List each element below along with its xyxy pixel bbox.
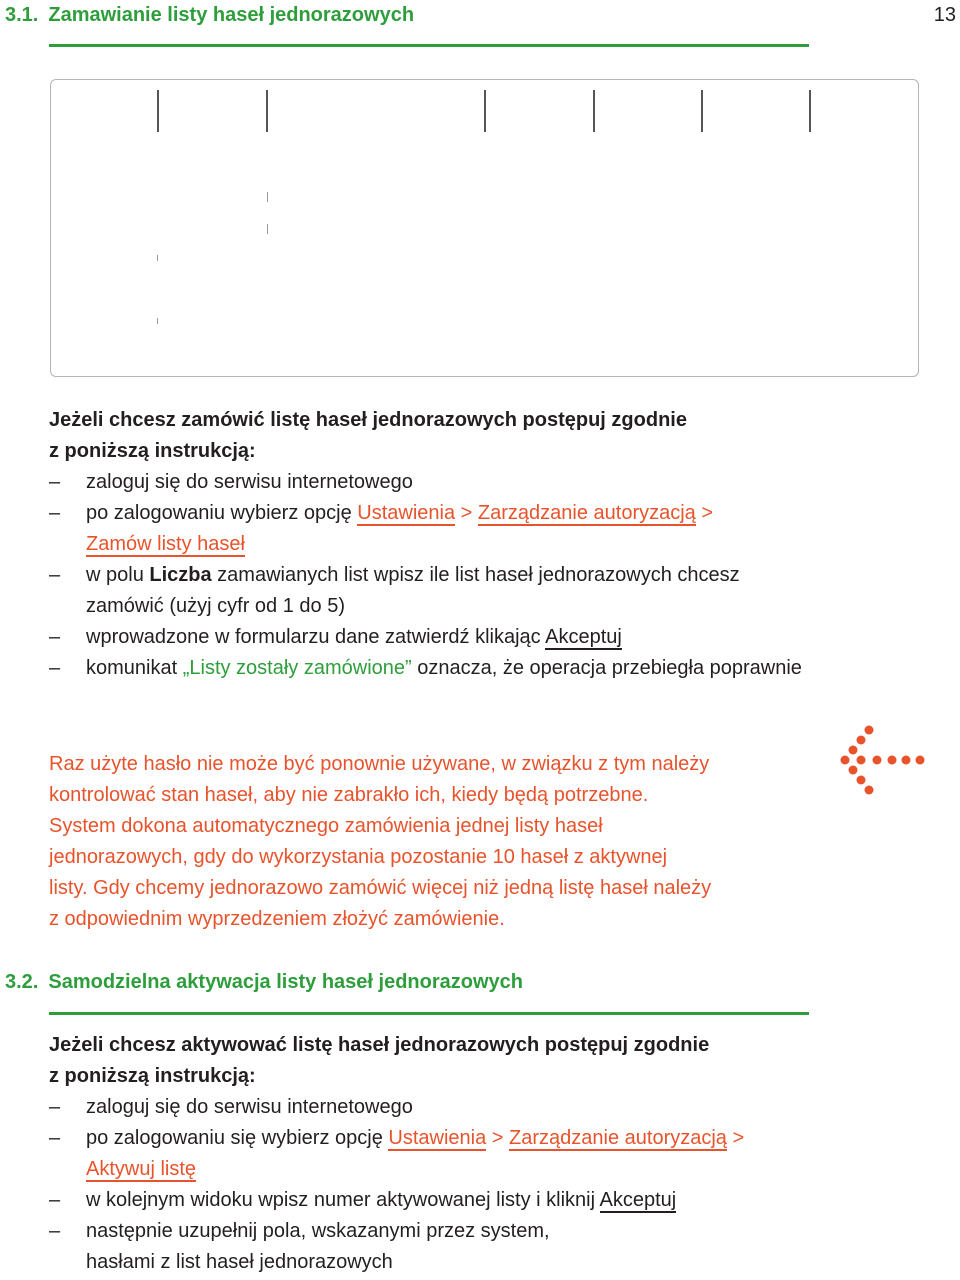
list-item: [49, 467, 809, 498]
step-text: zamawianych list wpisz ile list haseł jednorazowych chcesz zamówić (użyj cyfr od 1 do 5): [86, 564, 740, 617]
section2-intro-line2: z poniższą instrukcją:: [49, 1065, 256, 1087]
step-text: po zalogowaniu się wybierz opcję: [86, 1127, 389, 1149]
list-item: [49, 498, 809, 560]
bullet-dash: –: [49, 1220, 61, 1242]
section-title-3-1: [5, 4, 414, 27]
step-text: następnie uzupełnij pola, wskazanymi przez system,: [86, 1220, 550, 1242]
section-title-text: Samodzielna aktywacja listy haseł jednorazowych: [48, 971, 523, 993]
link-zamow-listy-hasel[interactable]: Zamów listy haseł: [86, 533, 245, 555]
field-name-liczba: Liczba: [149, 564, 212, 586]
arrow-dots-icon: [840, 724, 926, 796]
note-line: listy. Gdy chcemy jednorazowo zamówić więcej niż jedną listę haseł należy: [49, 877, 712, 899]
note-line: z odpowiednim wyprzedzeniem złożyć zamówienie.: [49, 908, 505, 930]
bullet-dash: –: [49, 471, 61, 493]
link-ustawienia[interactable]: Ustawienia: [388, 1127, 487, 1149]
tick-mark: [267, 192, 268, 202]
note-line: jednorazowych, gdy do wykorzystania pozostanie 10 haseł z aktywnej: [49, 846, 668, 868]
section1-intro-line2: z poniższą instrukcją:: [49, 440, 256, 462]
note-line: Raz użyte hasło nie może być ponownie używane, w związku z tym należy: [49, 753, 710, 775]
breadcrumb-separator: >: [726, 1127, 745, 1149]
list-item: [49, 1216, 809, 1278]
section1-steps: [49, 467, 809, 684]
tick-mark: [809, 90, 811, 132]
link-akceptuj[interactable]: Akceptuj: [599, 1189, 677, 1211]
breadcrumb-separator: >: [455, 502, 478, 524]
section-title-3-2: [5, 971, 523, 994]
section2-intro-line1: Jeżeli chcesz aktywować listę haseł jednorazowych postępuj zgodnie: [49, 1034, 710, 1056]
list-item: [49, 1123, 809, 1185]
note-line: System dokona automatycznego zamówienia jednej listy haseł: [49, 815, 603, 837]
list-item: [49, 622, 809, 653]
link-zarzadzanie-autoryzacja[interactable]: Zarządzanie autoryzacją: [477, 502, 696, 524]
tick-mark: [157, 90, 159, 132]
step-text: w kolejnym widoku wpisz numer aktywowanej listy i kliknij: [86, 1189, 600, 1211]
tick-mark: [266, 90, 268, 132]
section1-intro-line1: Jeżeli chcesz zamówić listę haseł jednorazowych postępuj zgodnie: [49, 409, 687, 431]
bullet-dash: –: [49, 1096, 61, 1118]
section2-steps: [49, 1092, 809, 1278]
bullet-dash: –: [49, 564, 61, 586]
step-text: oznacza, że operacja przebiegła poprawnie: [411, 657, 802, 679]
list-item: [49, 560, 809, 622]
list-item: [49, 653, 809, 684]
page-number: 13: [933, 4, 956, 26]
section-title-text: Zamawianie listy haseł jednorazowych: [48, 4, 415, 26]
bullet-dash: –: [49, 1189, 61, 1211]
section1-body: [49, 405, 809, 684]
list-item: [49, 1092, 809, 1123]
tick-mark: [701, 90, 703, 132]
link-akceptuj[interactable]: Akceptuj: [545, 626, 622, 648]
step-text: wprowadzone w formularzu dane zatwierdź klikając: [86, 626, 546, 648]
link-ustawienia[interactable]: Ustawienia: [357, 502, 456, 524]
step-text: zaloguj się do serwisu internetowego: [86, 1096, 413, 1118]
step-text: po zalogowaniu wybierz opcję: [86, 502, 358, 524]
bullet-dash: –: [49, 626, 61, 648]
step-text: w polu: [86, 564, 150, 586]
link-aktywuj-liste[interactable]: Aktywuj listę: [86, 1158, 197, 1180]
breadcrumb-separator: >: [486, 1127, 510, 1149]
screenshot-frame: [50, 79, 919, 377]
step-text: zaloguj się do serwisu internetowego: [86, 471, 413, 493]
tick-mark: [484, 90, 486, 132]
bullet-dash: –: [49, 1127, 61, 1149]
tick-mark: [593, 90, 595, 132]
section2-body: [49, 1030, 809, 1278]
section-number: 3.1.: [5, 4, 39, 26]
section-divider: [49, 1012, 809, 1015]
warning-note: [49, 749, 829, 935]
note-line: kontrolować stan haseł, aby nie zabrakło ich, kiedy będą potrzebne.: [49, 784, 649, 806]
list-item: [49, 1185, 809, 1216]
bullet-dash: –: [49, 657, 61, 679]
tick-mark: [157, 255, 158, 261]
step-text: komunikat: [86, 657, 183, 679]
section-number: 3.2.: [5, 971, 39, 993]
tick-mark: [267, 224, 268, 234]
breadcrumb-separator: >: [695, 502, 714, 524]
bullet-dash: –: [49, 502, 61, 524]
link-zarzadzanie-autoryzacja[interactable]: Zarządzanie autoryzacją: [509, 1127, 727, 1149]
confirmation-message: „Listy zostały zamówione”: [182, 657, 412, 679]
step-text: hasłami z list haseł jednorazowych: [86, 1251, 393, 1273]
tick-mark: [157, 318, 158, 324]
section-divider: [49, 44, 809, 47]
